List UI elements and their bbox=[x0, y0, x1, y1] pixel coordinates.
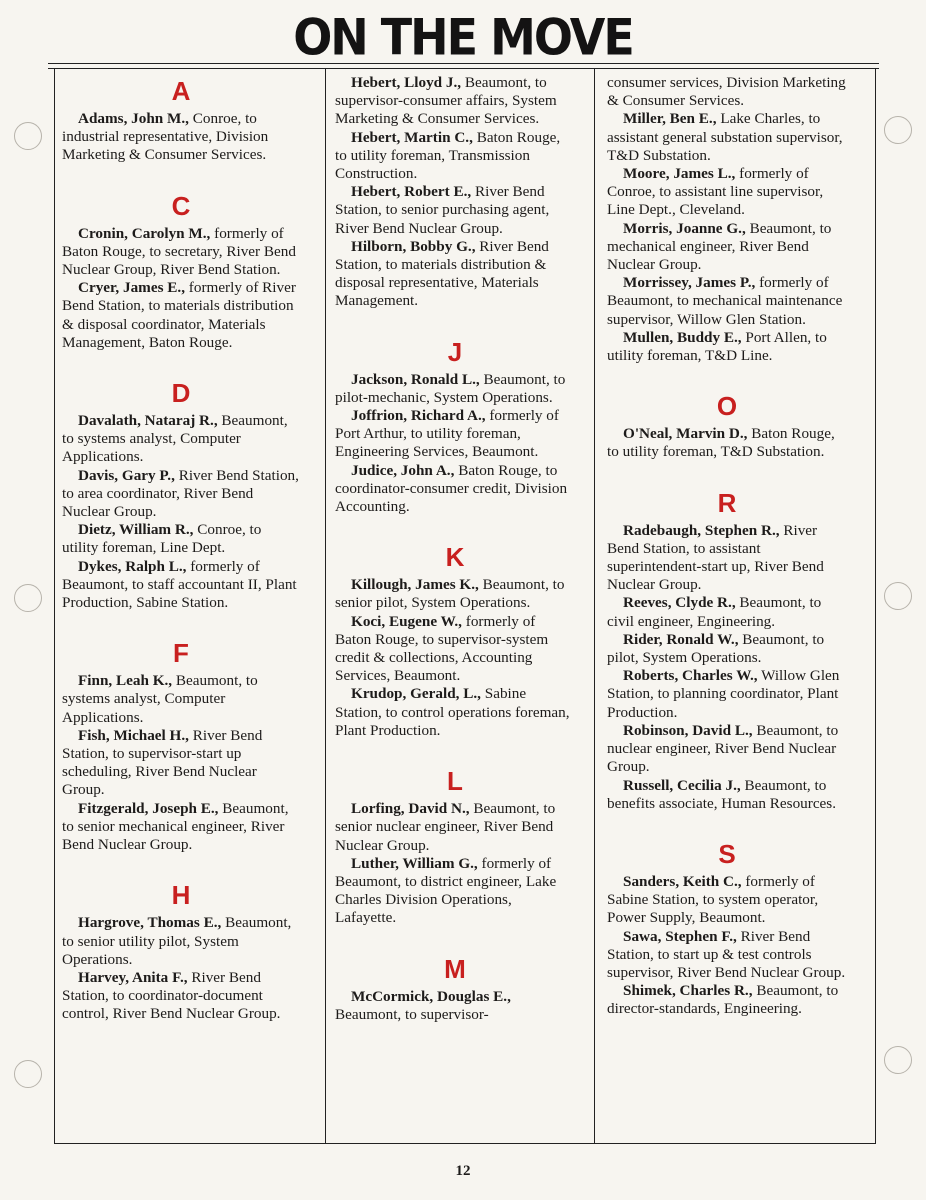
entry-name: Finn, Leah K., bbox=[78, 672, 173, 690]
column-divider-1 bbox=[325, 68, 326, 1144]
entry-name: Moore, James L., bbox=[623, 165, 736, 183]
entry bbox=[607, 425, 847, 461]
entry-text: Beaumont, to mechanical engineer, River Bend Nuclear Group. bbox=[607, 219, 832, 274]
entry-text: Baton Rouge, to utility foreman, Transmission Construction. bbox=[335, 128, 561, 183]
entry bbox=[607, 74, 847, 110]
entry bbox=[335, 576, 575, 612]
entry-name: Lorfing, David N., bbox=[351, 800, 470, 818]
binder-hole bbox=[14, 1060, 42, 1088]
entry-name: Koci, Eugene W., bbox=[351, 612, 462, 630]
entry-text: Beaumont, to pilot-mechanic, System Operations. bbox=[335, 370, 566, 406]
entry-name: Davis, Gary P., bbox=[78, 466, 175, 484]
entry bbox=[335, 371, 575, 407]
entry-name: Dietz, William R., bbox=[78, 521, 194, 539]
column-divider-2 bbox=[594, 68, 595, 1144]
entry-name: Cryer, James E., bbox=[78, 279, 185, 297]
entry-text: Beaumont, to supervisor-consumer affairs, System Marketing & Consumer Services. bbox=[335, 74, 557, 128]
entry-name: O'Neal, Marvin D., bbox=[623, 425, 748, 443]
entry-text: Beaumont, to senior nuclear engineer, River Bend Nuclear Group. bbox=[335, 800, 556, 854]
entry bbox=[335, 129, 575, 184]
title-rule bbox=[48, 63, 879, 64]
entry-name: Shimek, Charles R., bbox=[623, 982, 753, 1000]
entry bbox=[335, 183, 575, 238]
entry-name: Fitzgerald, Joseph E., bbox=[78, 799, 219, 817]
section-letter: F bbox=[173, 638, 189, 669]
entry bbox=[607, 110, 847, 165]
section-letter: M bbox=[444, 953, 466, 984]
entry-text: Beaumont, to systems analyst, Computer Applications. bbox=[62, 412, 288, 466]
entry bbox=[607, 667, 847, 722]
entry-text: Baton Rouge, to coordinator-consumer credit, Division Accounting. bbox=[335, 461, 568, 516]
entry-text: Beaumont, to benefits associate, Human Resources. bbox=[607, 776, 837, 812]
entry-text: Beaumont, to pilot, System Operations. bbox=[607, 630, 825, 667]
section-letter: L bbox=[447, 766, 463, 797]
entry-text: River Bend Station, to assistant superintendent-start up, River Bend Nuclear Group. bbox=[607, 521, 824, 594]
entry-text: Beaumont, to systems analyst, Computer Applications. bbox=[62, 672, 258, 726]
entry-name: Roberts, Charles W., bbox=[623, 667, 758, 685]
entry-name: Hargrove, Thomas E., bbox=[78, 914, 222, 932]
entry bbox=[335, 800, 575, 855]
entry-name: Mullen, Buddy E., bbox=[623, 328, 742, 346]
page-title: ON THE MOVE bbox=[293, 7, 633, 67]
entry-name: Russell, Cecilia J., bbox=[623, 776, 741, 794]
entry bbox=[335, 613, 575, 686]
column-3 bbox=[607, 74, 847, 1019]
section-letter: K bbox=[445, 542, 465, 573]
entry bbox=[62, 521, 300, 557]
entry-text: Willow Glen Station, to planning coordinator, Plant Production. bbox=[607, 667, 840, 721]
entry-text: formerly of River Bend Station, to materials distribution & disposal coordinator, Materials Management, Baton Rouge. bbox=[62, 279, 296, 351]
entry-text: Beaumont, to supervisor- bbox=[335, 1005, 489, 1023]
entry bbox=[607, 982, 847, 1018]
entry-text: Sabine Station, to control operations foreman, Plant Production. bbox=[335, 685, 570, 739]
entry-text: River Bend Station, to materials distribution & disposal representative, Materials Management. bbox=[335, 237, 549, 310]
entry-name: Morris, Joanne G., bbox=[623, 219, 746, 237]
column-2 bbox=[335, 74, 575, 1024]
entry-text: River Bend Station, to area coordinator, River Bend Nuclear Group. bbox=[62, 466, 299, 521]
entry bbox=[607, 165, 847, 220]
entry-text: River Bend Station, to senior purchasing agent, River Bend Nuclear Group. bbox=[335, 183, 550, 237]
entry bbox=[62, 800, 300, 855]
entry bbox=[607, 522, 847, 595]
entry bbox=[335, 855, 575, 928]
entry-name: Krudop, Gerald, L., bbox=[351, 685, 481, 703]
entry-name: Radebaugh, Stephen R., bbox=[623, 521, 780, 539]
entry-text: Lake Charles, to assistant general substation supervisor, T&D Substation. bbox=[607, 110, 843, 164]
entry-name: Hebert, Lloyd J., bbox=[351, 74, 462, 91]
entry-text: formerly of Beaumont, to district engineer, Lake Charles Division Operations, Lafayette. bbox=[335, 854, 557, 927]
entry bbox=[62, 727, 300, 800]
entry-name: Adams, John M., bbox=[78, 110, 189, 127]
section-letter: O bbox=[716, 391, 738, 422]
binder-hole bbox=[884, 582, 912, 610]
entry bbox=[335, 685, 575, 740]
binder-hole bbox=[14, 584, 42, 612]
entry bbox=[62, 969, 300, 1024]
entry-text: Beaumont, to director-standards, Engineering. bbox=[607, 982, 839, 1018]
entry bbox=[607, 274, 847, 329]
entry bbox=[62, 279, 300, 352]
entry-name: Jackson, Ronald L., bbox=[351, 370, 480, 388]
entry-text: River Bend Station, to supervisor-start up scheduling, River Bend Nuclear Group. bbox=[62, 726, 263, 799]
entry bbox=[607, 220, 847, 275]
entry-text: Beaumont, to civil engineer, Engineering. bbox=[607, 594, 822, 630]
binder-hole bbox=[884, 1046, 912, 1074]
entry bbox=[62, 225, 300, 280]
entry-name: Dykes, Ralph L., bbox=[78, 557, 187, 575]
entry bbox=[335, 462, 575, 517]
section-letter: H bbox=[171, 880, 191, 911]
section-letter: C bbox=[171, 190, 191, 221]
page-number: 12 bbox=[455, 1163, 471, 1179]
section-letter: S bbox=[718, 838, 736, 869]
entry-name: Hebert, Martin C., bbox=[351, 128, 473, 146]
entry-text: Beaumont, to senior utility pilot, System Operations. bbox=[62, 914, 292, 968]
entry bbox=[62, 110, 300, 165]
entry bbox=[607, 631, 847, 667]
section-letter: D bbox=[171, 378, 191, 409]
entry-name: Fish, Michael H., bbox=[78, 726, 189, 744]
entry-name: Luther, William G., bbox=[351, 854, 478, 872]
entry bbox=[607, 594, 847, 630]
binder-hole bbox=[14, 122, 42, 150]
section-letter: R bbox=[717, 487, 737, 518]
entry-name: McCormick, Douglas E., bbox=[351, 987, 511, 1005]
entry bbox=[62, 672, 300, 727]
section-letter: A bbox=[171, 76, 191, 106]
entry-text: Beaumont, to senior pilot, System Operations. bbox=[335, 576, 565, 612]
entry-text: formerly of Sabine Station, to system operator, Power Supply, Beaumont. bbox=[607, 872, 819, 927]
entry bbox=[335, 238, 575, 311]
entry-name: Reeves, Clyde R., bbox=[623, 594, 736, 612]
entry bbox=[607, 329, 847, 365]
entry-name: Davalath, Nataraj R., bbox=[78, 412, 218, 430]
entry-text: formerly of Beaumont, to staff accountant II, Plant Production, Sabine Station. bbox=[62, 557, 297, 612]
entry bbox=[62, 558, 300, 613]
entry-name: Morrissey, James P., bbox=[623, 274, 756, 292]
entry-name: Miller, Ben E., bbox=[623, 110, 717, 128]
entry-name: Killough, James K., bbox=[351, 576, 479, 594]
entry-name: Judice, John A., bbox=[351, 461, 455, 479]
entry bbox=[607, 777, 847, 813]
entry-name: Harvey, Anita F., bbox=[78, 968, 188, 986]
entry-text: Beaumont, to nuclear engineer, River Bend Nuclear Group. bbox=[607, 721, 839, 776]
section-letter: J bbox=[447, 336, 463, 367]
entry-text: River Bend Station, to coordinator-document control, River Bend Nuclear Group. bbox=[62, 968, 281, 1023]
entry-name: Hebert, Robert E., bbox=[351, 183, 472, 201]
column-1 bbox=[62, 74, 300, 1024]
entry-text: formerly of Beaumont, to mechanical maintenance supervisor, Willow Glen Station. bbox=[607, 274, 843, 328]
entry bbox=[62, 914, 300, 969]
entry-name: Hilborn, Bobby G., bbox=[351, 237, 476, 255]
entry bbox=[62, 412, 300, 467]
entry-text: Baton Rouge, to utility foreman, T&D Substation. bbox=[607, 425, 835, 461]
entry-text: formerly of Baton Rouge, to supervisor-system credit & collections, Accounting Services, Beaumont. bbox=[335, 612, 549, 685]
entry-text: Beaumont, to senior mechanical engineer, River Bend Nuclear Group. bbox=[62, 799, 289, 854]
entry-name: Robinson, David L., bbox=[623, 721, 753, 739]
entry bbox=[335, 988, 575, 1024]
entry-text: Conroe, to industrial representative, Division Marketing & Consumer Services. bbox=[62, 110, 269, 164]
entry-name: Sawa, Stephen F., bbox=[623, 927, 737, 945]
entry bbox=[62, 467, 300, 522]
binder-hole bbox=[884, 116, 912, 144]
entry bbox=[607, 722, 847, 777]
entry-text: Conroe, to utility foreman, Line Dept. bbox=[62, 521, 262, 557]
entry bbox=[607, 873, 847, 928]
entry bbox=[335, 407, 575, 462]
entry-name: Rider, Ronald W., bbox=[623, 630, 739, 648]
entry bbox=[607, 928, 847, 983]
entry-name: Cronin, Carolyn M., bbox=[78, 224, 211, 242]
entry-name: Sanders, Keith C., bbox=[623, 872, 742, 890]
entry-text: formerly of Baton Rouge, to secretary, River Bend Nuclear Group, River Bend Station. bbox=[62, 224, 296, 279]
entry-text: Port Allen, to utility foreman, T&D Line. bbox=[607, 328, 827, 365]
entry-text: formerly of Port Arthur, to utility foreman, Engineering Services, Beaumont. bbox=[335, 407, 559, 461]
entry-name: Joffrion, Richard A., bbox=[351, 407, 486, 425]
entry-text: consumer services, Division Marketing & Consumer Services. bbox=[607, 74, 846, 110]
entry bbox=[335, 74, 575, 129]
entry-text: River Bend Station, to start up & test controls supervisor, River Bend Nuclear Group. bbox=[607, 927, 846, 981]
entry-text: formerly of Conroe, to assistant line supervisor, Line Dept., Cleveland. bbox=[607, 165, 824, 219]
